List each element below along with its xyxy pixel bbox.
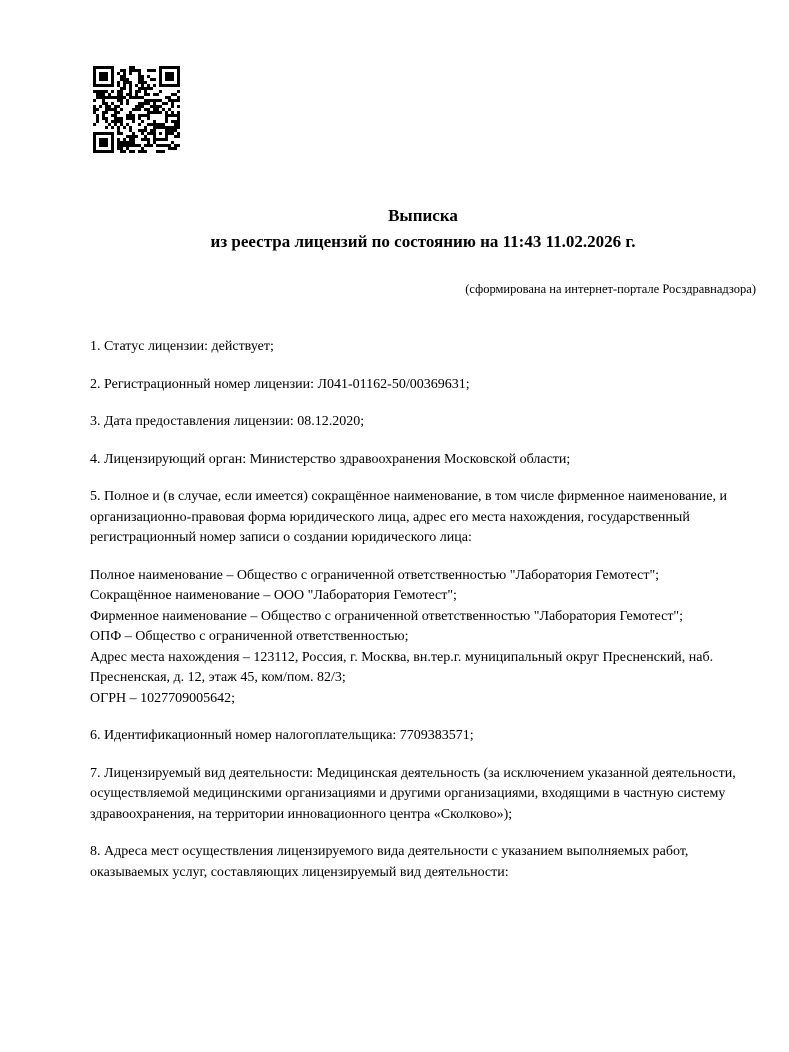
paragraph-line: 4. Лицензирующий орган: Министерство здравоохранения Московской области; — [90, 451, 571, 467]
paragraph-line: 6. Идентификационный номер налогоплательщика: 7709383571; — [90, 728, 474, 743]
paragraph-line: Полное наименование – Общество с ограниченной ответственностью "Лаборатория Гемотест"; — [90, 567, 660, 583]
paragraph-block-1 — [90, 337, 756, 358]
paragraph-line: Адрес места нахождения – 123112, Россия, г. Москва, вн.тер.г. муниципальный округ Пресненский, наб. Пресненская, д. 12, этаж 45, ком/пом. 82/3; — [90, 649, 714, 685]
paragraph-block-3 — [90, 412, 756, 433]
title-line-2: из реестра лицензий по состоянию на 11:43 11.02.2026 г. — [210, 232, 636, 251]
paragraph-line: 2. Регистрационный номер лицензии: Л041-01162-50/00369631; — [90, 376, 470, 392]
paragraph-line: Сокращённое наименование – ООО "Лаборатория Гемотест"; — [90, 588, 457, 603]
paragraph-block-7 — [90, 726, 756, 747]
paragraph-block-9 — [90, 842, 756, 883]
document-content — [90, 203, 756, 900]
paragraph-block-6 — [90, 566, 756, 710]
paragraph-line: ОПФ – Общество с ограниченной ответственностью; — [90, 629, 409, 644]
paragraph-line: 1. Статус лицензии: действует; — [90, 339, 274, 354]
paragraph-block-8 — [90, 764, 756, 826]
paragraph-line: 7. Лицензируемый вид деятельности: Медицинская деятельность (за исключением указанной деятельности, осуществляемой медицинскими организациями и другими организациями, входящими в частную систему здравоохранения, на территории инновационного центра «Сколково»); — [90, 765, 736, 822]
paragraph-block-5 — [90, 487, 756, 549]
paragraph-block-2 — [90, 375, 756, 396]
document-title — [90, 203, 756, 255]
qr-code-icon — [93, 66, 180, 153]
paragraph-line: Фирменное наименование – Общество с ограниченной ответственностью "Лаборатория Гемотест"; — [90, 608, 684, 624]
paragraph-line: 3. Дата предоставления лицензии: 08.12.2020; — [90, 414, 365, 429]
document-subtitle: (сформирована на интернет-портале Росздравнадзора) — [465, 282, 756, 296]
title-line-1: Выписка — [388, 206, 458, 225]
document-paragraphs — [90, 337, 756, 883]
paragraph-line: ОГРН – 1027709005642; — [90, 690, 235, 706]
paragraph-block-4 — [90, 450, 756, 471]
paragraph-line: 5. Полное и (в случае, если имеется) сокращённое наименование, в том числе фирменное наименование, и организационно-правовая форма юридического лица, адрес его места нахождения, государственный регистрационный номер записи о создании юридического лица: — [90, 489, 728, 545]
paragraph-line: 8. Адреса мест осуществления лицензируемого вида деятельности с указанием выполняемых работ, оказываемых услуг, составляющих лицензируемый вид деятельности: — [90, 844, 689, 880]
